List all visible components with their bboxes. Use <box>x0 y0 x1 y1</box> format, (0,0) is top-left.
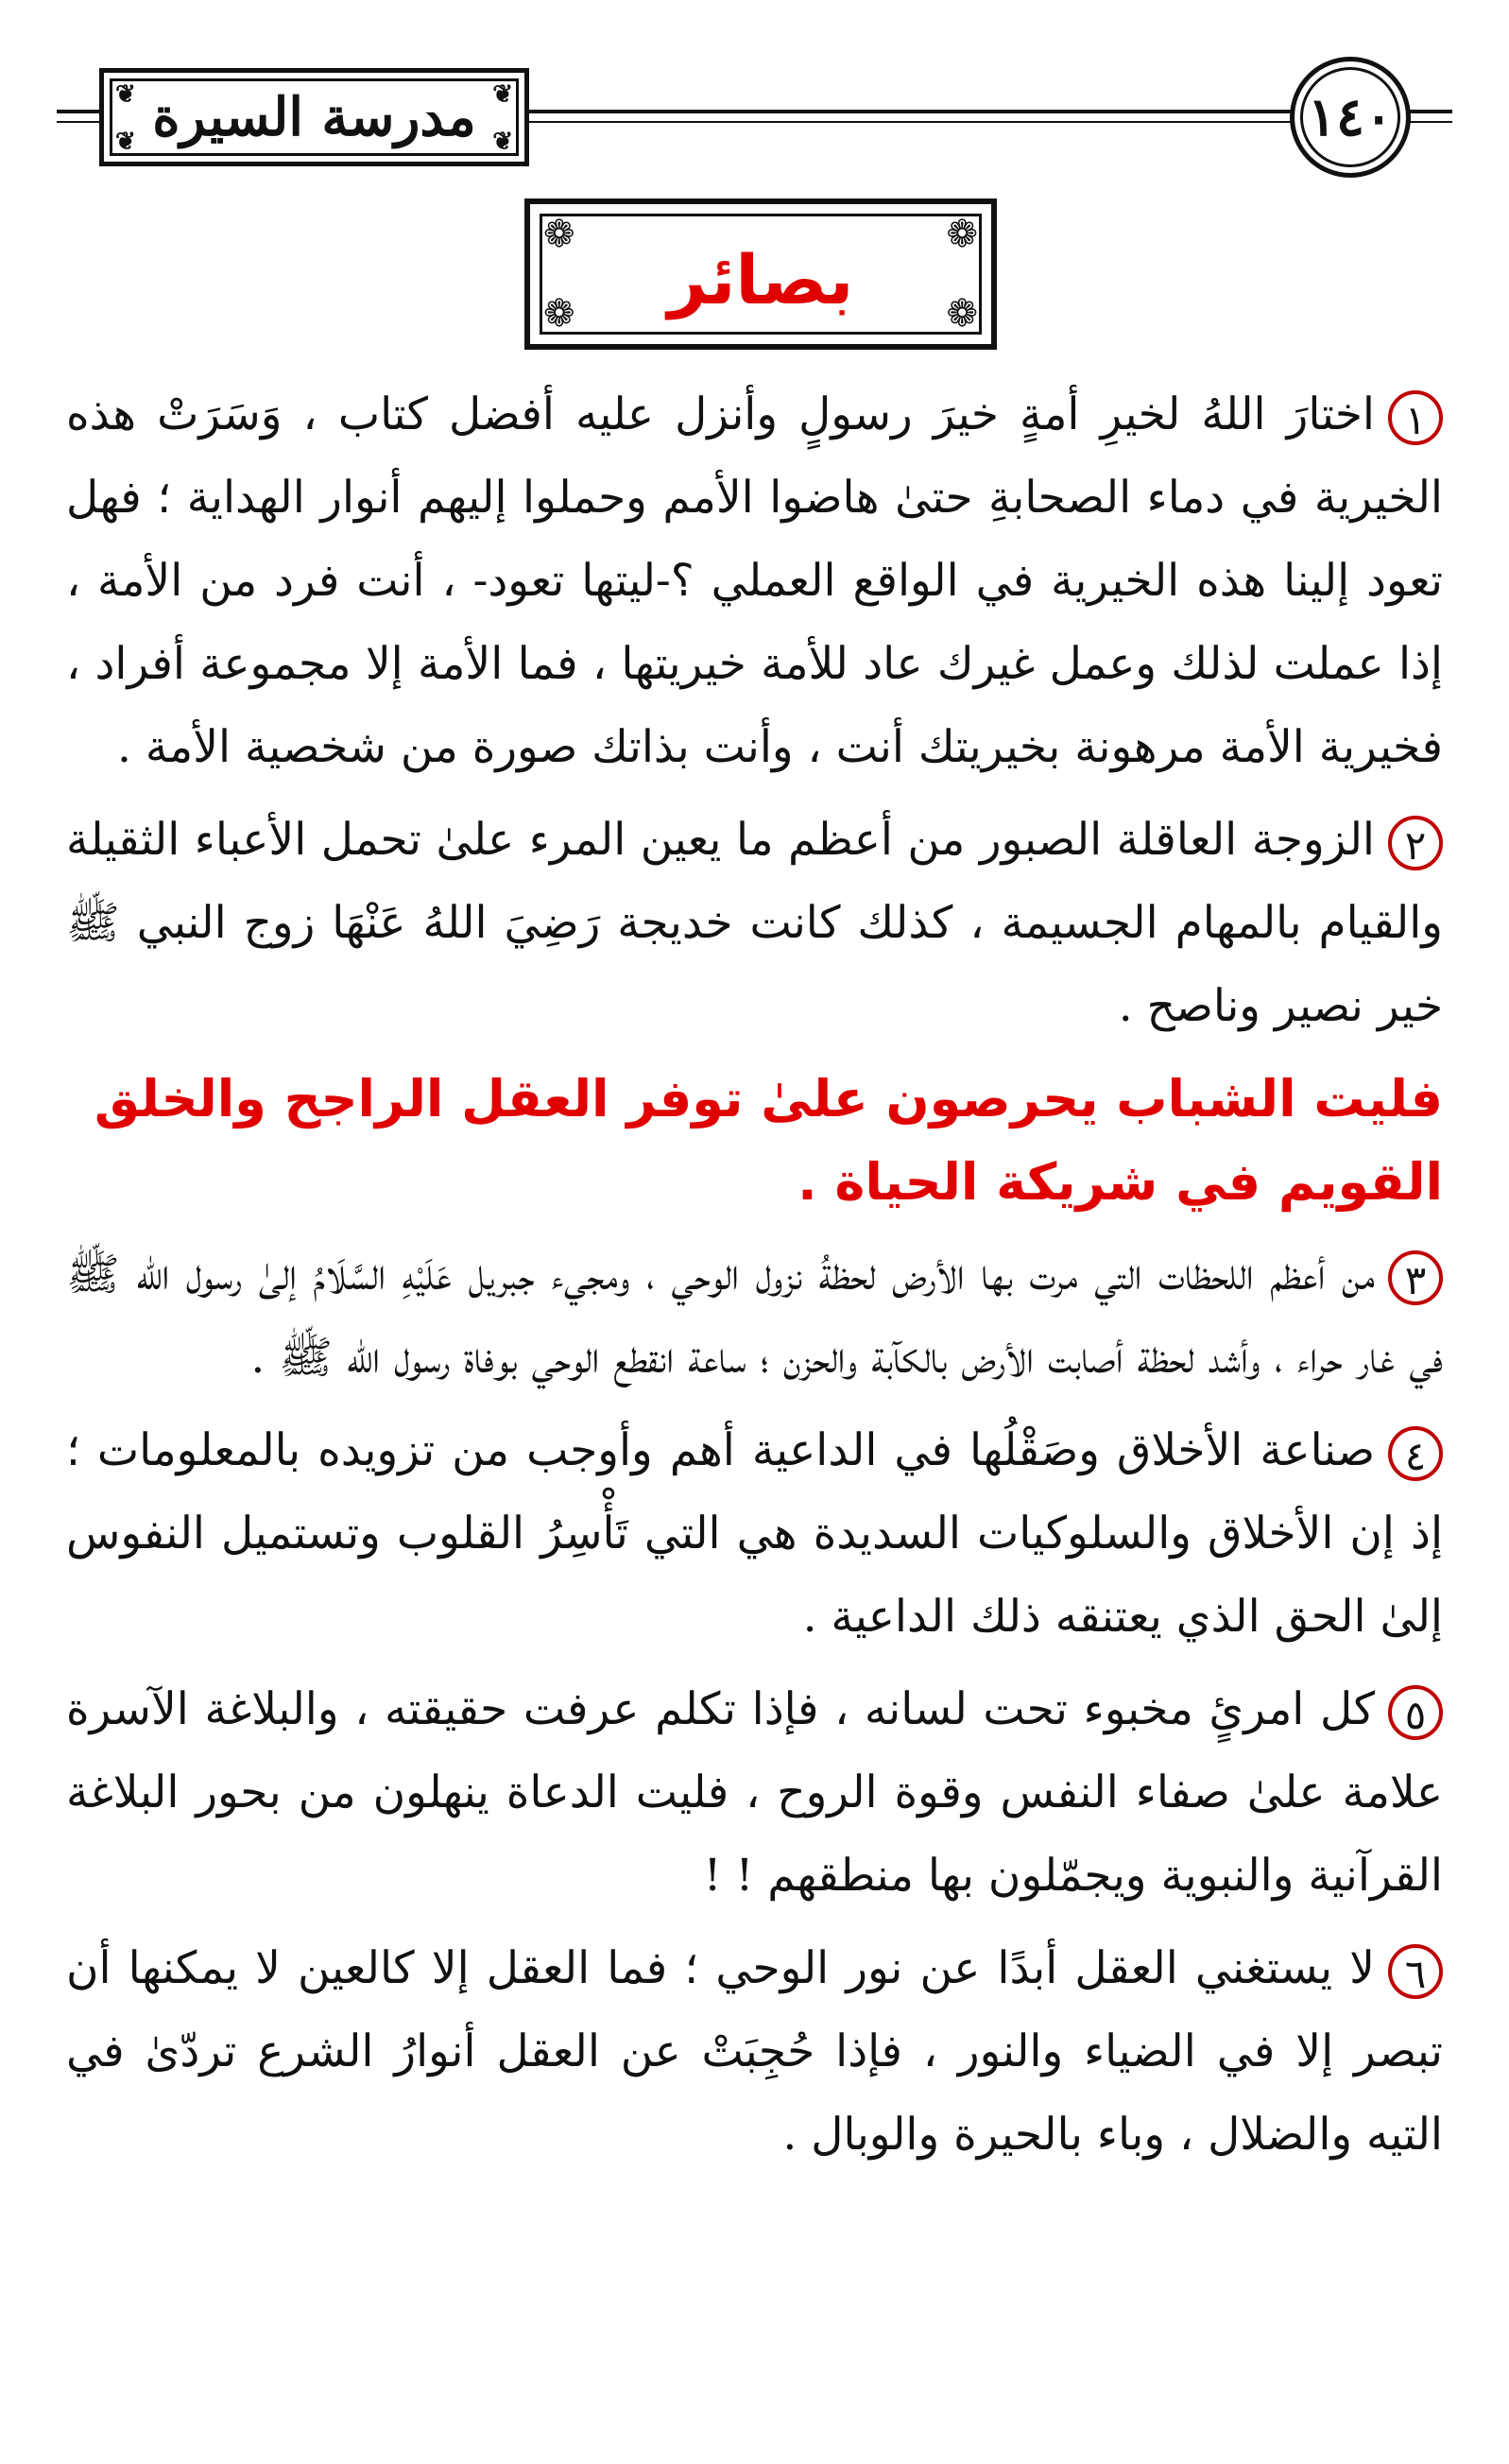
paragraph-2 <box>66 799 1443 1048</box>
book-title-frame <box>99 68 529 166</box>
paragraph-4 <box>66 1409 1443 1659</box>
paragraph-5 <box>66 1668 1443 1918</box>
paragraph-number: ١ <box>1388 390 1443 445</box>
corner-ornament-icon: ❁ <box>946 292 978 336</box>
section-title: بصائر <box>667 240 854 319</box>
corner-ornament-icon: ❁ <box>946 213 978 256</box>
paragraph-6 <box>66 1927 1443 2177</box>
paragraph-3 <box>66 1233 1443 1400</box>
ornament-icon: ❦ <box>492 80 513 109</box>
paragraph-text: لا يستغني العقل أبدًا عن نور الوحي ؛ فما العقل إلا كالعين لا يمكنها أن تبصر إلا في الضياء والنور ، فإذا حُجِبَتْ عن العقل أنوارُ الشرع تردّىٰ في التيه والضلال ، وباء بالحيرة والوبال . <box>66 1942 1443 2161</box>
paragraph-1 <box>66 373 1443 789</box>
paragraph-number: ٥ <box>1388 1685 1443 1740</box>
paragraph-text: الزوجة العاقلة الصبور من أعظم ما يعين المرء علىٰ تحمل الأعباء الثقيلة والقيام بالمهام الجسيمة ، كذلك كانت خديجة رَضِيَ اللهُ عَنْهَا زوج النبي ﷺ خير نصير وناصح . <box>66 814 1443 1032</box>
ornament-icon: ❦ <box>115 128 136 156</box>
ornament-icon: ❦ <box>492 128 513 156</box>
paragraph-number: ٢ <box>1388 816 1443 870</box>
corner-ornament-icon: ❁ <box>543 292 575 336</box>
ornament-icon: ❦ <box>115 80 136 109</box>
paragraph-number: ٣ <box>1388 1250 1443 1305</box>
section-title-frame <box>524 198 997 350</box>
paragraph-number: ٦ <box>1388 1944 1443 1999</box>
paragraph-text: صناعة الأخلاق وصَقْلُها في الداعية أهم وأوجب من تزويده بالمعلومات ؛ إذ إن الأخلاق والسلوكيات السديدة هي التي تَأْسِرُ القلوب وتستميل النفوس إلىٰ الحق الذي يعتنقه ذلك الداعية . <box>66 1424 1443 1643</box>
page-number-text: ١٤٠ <box>1307 86 1394 148</box>
highlight-line: فليت الشباب يحرصون علىٰ توفر العقل الراجح والخلق القويم في شريكة الحياة . <box>94 1069 1443 1212</box>
page-number <box>1290 57 1411 178</box>
paragraph-number: ٤ <box>1388 1426 1443 1481</box>
book-title: مدرسة السيرة <box>152 86 476 148</box>
paragraph-text: اختارَ اللهُ لخيرِ أمةٍ خيرَ رسولٍ وأنزل عليه أفضل كتاب ، وَسَرَتْ هذه الخيرية في دماء الصحابةِ حتىٰ هاضوا الأمم وحملوا إليهم أنوار الهداية ؛ فهل تعود إلينا هذه الخيرية في الواقع العملي ؟-ليتها تعود- ، أنت فرد من الأمة ، إذا عملت لذلك وعمل غيرك عاد للأمة خيريتها ، فما الأمة إلا مجموعة أفراد ، فخيرية الأمة مرهونة بخيريتك أنت ، وأنت بذاتك صورة من شخصية الأمة . <box>66 388 1443 773</box>
corner-ornament-icon: ❁ <box>543 213 575 256</box>
paragraph-text: كل امرئٍ مخبوء تحت لسانه ، فإذا تكلم عرفت حقيقته ، والبلاغة الآسرة علامة علىٰ صفاء النفس وقوة الروح ، فليت الدعاة ينهلون من بحور البلاغة القرآنية والنبوية ويجمّلون بها منطقهم ! ! <box>66 1683 1443 1902</box>
page-body <box>66 373 1443 2186</box>
paragraph-text: من أعظم اللحظات التي مرت بها الأرض لحظةُ نزول الوحي ، ومجيء جبريل عَلَيْهِ السَّلَامُ إلىٰ رسول الله ﷺ في غار حراء ، وأشد لحظة أصابت الأرض بالكآبة والحزن ؛ ساعة انقطع الوحي بوفاة رسول الله ﷺ . <box>66 1249 1443 1384</box>
